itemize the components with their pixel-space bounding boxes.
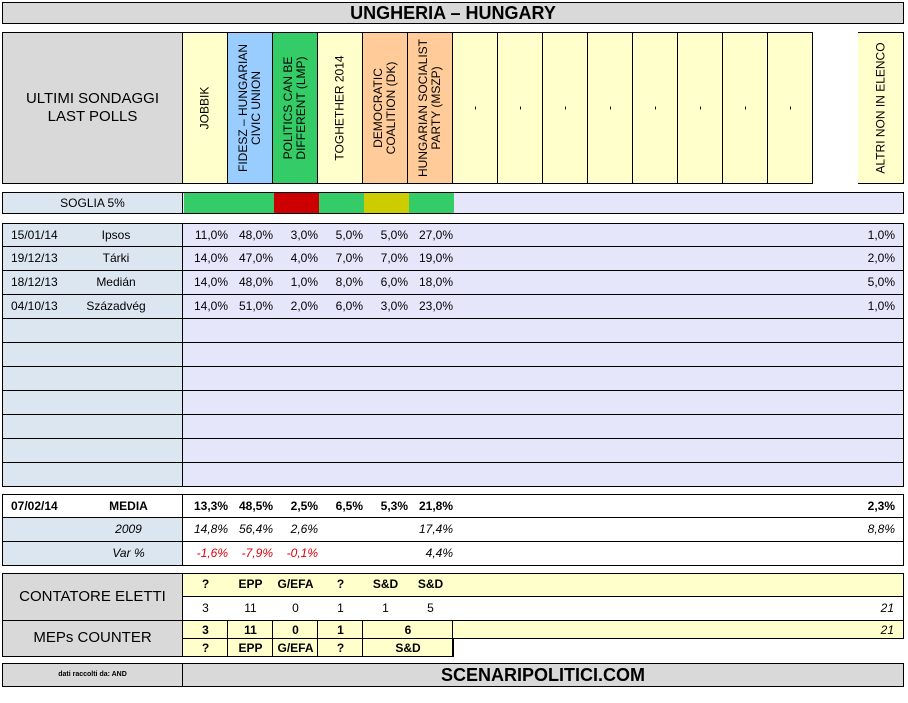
- counter-seats: 1: [382, 601, 389, 615]
- threshold-indicator: [364, 193, 409, 213]
- poll-row-label: [2, 391, 183, 415]
- poll-date: 04/10/13: [11, 299, 58, 313]
- threshold-indicator: [274, 193, 319, 213]
- poll-row-label: [2, 271, 183, 295]
- poll-institute: Tárki: [102, 251, 130, 265]
- poll-institute: Ipsos: [101, 228, 131, 242]
- counter-total: 21: [880, 601, 894, 615]
- party-name-line1: HUNGARIAN SOCIALIST: [416, 38, 430, 178]
- poll-value: 7,0%: [380, 251, 408, 265]
- party-name-line1: POLITICS CAN BE: [281, 56, 295, 160]
- party-name-line1: FIDESZ – HUNGARIAN: [236, 43, 250, 173]
- poll-value: 51,0%: [238, 299, 273, 313]
- summary-value: 2,5%: [290, 499, 318, 513]
- threshold-indicator: [409, 193, 454, 213]
- party-header: [543, 32, 588, 184]
- summary-row: [183, 494, 904, 518]
- party-name-line2: PARTY (MSZP): [429, 66, 443, 150]
- summary-label: Var %: [112, 546, 145, 560]
- party-name-line1: -: [782, 106, 797, 110]
- counter-group: EPP: [238, 577, 263, 591]
- party-header: [408, 32, 453, 184]
- meps-group: G/EFA: [277, 641, 314, 655]
- poll-row: [183, 247, 904, 271]
- summary-other-value: 2,3%: [867, 499, 895, 513]
- poll-value: 4,0%: [290, 251, 318, 265]
- summary-row-label: [2, 518, 183, 542]
- meps-total: 21: [880, 623, 894, 637]
- counter-seats: 11: [244, 601, 257, 615]
- party-header: [318, 32, 363, 184]
- poll-row-label: [2, 415, 183, 439]
- summary-value: 6,5%: [335, 499, 363, 513]
- poll-row-label: [2, 247, 183, 271]
- poll-row-label: [2, 367, 183, 391]
- party-name-line2: DIFFERENT (LMP): [294, 56, 308, 160]
- last-polls-header: [2, 32, 183, 184]
- poll-row-label: [2, 463, 183, 487]
- poll-date: 18/12/13: [11, 275, 58, 289]
- summary-value: 13,3%: [193, 499, 228, 513]
- poll-value: 48,0%: [238, 275, 273, 289]
- poll-value: 7,0%: [335, 251, 363, 265]
- poll-value: 14,0%: [193, 275, 228, 289]
- party-header: [768, 32, 813, 184]
- party-name-line2: CIVIC UNION: [249, 70, 263, 146]
- summary-date: 07/02/14: [11, 499, 58, 513]
- poll-row: [183, 223, 904, 247]
- poll-other-value: 2,0%: [867, 251, 895, 265]
- party-name-line1: JOBBIK: [197, 86, 212, 130]
- poll-row: [183, 319, 904, 343]
- poll-other-value: 1,0%: [867, 228, 895, 242]
- poll-row: [183, 439, 904, 463]
- summary-label: 2009: [115, 522, 142, 536]
- poll-value: 6,0%: [335, 299, 363, 313]
- footer-site: SCENARIPOLITICI.COM: [183, 663, 904, 687]
- counter-seats: 5: [427, 601, 434, 615]
- party-name-line1: -: [647, 106, 662, 110]
- header-line2: LAST POLLS: [47, 108, 138, 125]
- poll-value: 1,0%: [290, 275, 318, 289]
- summary-value: 2,6%: [290, 522, 318, 536]
- party-name-line1: -: [512, 106, 527, 110]
- summary-value: 48,5%: [238, 499, 273, 513]
- party-header: [228, 32, 273, 184]
- party-name-line1: ALTRI NON IN ELENCO: [873, 42, 887, 174]
- counter-seats: 3: [202, 601, 209, 615]
- summary-value: 5,3%: [380, 499, 408, 513]
- poll-value: 2,0%: [290, 299, 318, 313]
- party-name-line1: -: [602, 106, 617, 110]
- threshold-label: SOGLIA 5%: [2, 192, 183, 214]
- party-header: [453, 32, 498, 184]
- poll-value: 3,0%: [290, 228, 318, 242]
- poll-institute: Medián: [96, 275, 136, 289]
- summary-value: -7,9%: [241, 546, 273, 560]
- party-header: [678, 32, 723, 184]
- party-header: [633, 32, 678, 184]
- summary-value: 21,8%: [418, 499, 453, 513]
- party-name-line1: -: [467, 106, 482, 110]
- poll-value: 18,0%: [418, 275, 453, 289]
- counter-group: S&D: [372, 577, 399, 591]
- party-name-line1: DEMOCRATIC: [371, 68, 385, 148]
- counter-seats: 1: [337, 601, 344, 615]
- party-name-line2: COALITION (DK): [384, 61, 398, 155]
- poll-value: 48,0%: [238, 228, 273, 242]
- party-header: [588, 32, 633, 184]
- poll-value: 14,0%: [193, 299, 228, 313]
- threshold-indicator: [184, 193, 229, 213]
- summary-row: [183, 542, 904, 566]
- poll-institute: Századvég: [86, 299, 146, 313]
- party-header: [723, 32, 768, 184]
- party-header: [363, 32, 408, 184]
- summary-value: -0,1%: [286, 546, 318, 560]
- poll-date: 15/01/14: [11, 228, 58, 242]
- threshold-indicator: [229, 193, 274, 213]
- summary-other-value: 8,8%: [867, 522, 895, 536]
- summary-value: 14,8%: [193, 522, 228, 536]
- poll-row: [183, 463, 904, 487]
- poll-value: 11,0%: [194, 228, 228, 242]
- meps-group: ?: [336, 641, 345, 655]
- header-line1: ULTIMI SONDAGGI: [25, 90, 160, 107]
- party-name-line1: TOGHETHER 2014: [332, 55, 347, 161]
- poll-other-value: 1,0%: [867, 299, 895, 313]
- summary-row-label: [2, 542, 183, 566]
- poll-row: [183, 271, 904, 295]
- poll-row: [183, 367, 904, 391]
- party-name-line1: -: [692, 106, 707, 110]
- summary-row-label: [2, 494, 183, 518]
- poll-value: 8,0%: [335, 275, 363, 289]
- poll-value: 27,0%: [418, 228, 453, 242]
- page-title: UNGHERIA – HUNGARY: [2, 2, 904, 24]
- party-header: [183, 32, 228, 184]
- footer-source: dati raccolti da: AND: [2, 663, 183, 687]
- meps-group: S&D: [395, 641, 421, 655]
- poll-row-label: [2, 319, 183, 343]
- summary-value: -1,6%: [196, 546, 228, 560]
- meps-group: EPP: [238, 641, 263, 655]
- party-header: [273, 32, 318, 184]
- party-header: [858, 32, 904, 184]
- poll-value: 6,0%: [380, 275, 408, 289]
- summary-label: MEDIA: [109, 499, 148, 513]
- poll-row: [183, 343, 904, 367]
- summary-row: [183, 518, 904, 542]
- counter-group: ?: [201, 577, 210, 591]
- poll-row-label: [2, 295, 183, 319]
- poll-value: 47,0%: [238, 251, 273, 265]
- poll-row-label: [2, 343, 183, 367]
- party-name-line1: -: [557, 106, 572, 110]
- summary-value: 17,4%: [418, 522, 453, 536]
- counter-group: G/EFA: [277, 577, 314, 591]
- poll-value: 5,0%: [335, 228, 363, 242]
- poll-value: 14,0%: [193, 251, 228, 265]
- elected-counter-label: CONTATORE ELETTI: [2, 573, 183, 621]
- meps-seats: 3: [202, 623, 209, 637]
- threshold-indicator: [319, 193, 364, 213]
- poll-row-label: [2, 439, 183, 463]
- summary-value: 4,4%: [425, 546, 453, 560]
- poll-value: 23,0%: [418, 299, 453, 313]
- meps-group: ?: [201, 641, 210, 655]
- meps-seats: 0: [292, 623, 299, 637]
- poll-value: 3,0%: [380, 299, 408, 313]
- party-header: [498, 32, 543, 184]
- counter-seats: 0: [292, 601, 299, 615]
- meps-seats: 6: [404, 623, 412, 637]
- summary-value: 56,4%: [238, 522, 273, 536]
- poll-value: 5,0%: [380, 228, 408, 242]
- counter-group: S&D: [417, 577, 444, 591]
- poll-other-value: 5,0%: [867, 275, 895, 289]
- meps-seats: 11: [244, 623, 257, 637]
- poll-row: [183, 391, 904, 415]
- poll-date: 19/12/13: [11, 251, 58, 265]
- poll-row-label: [2, 223, 183, 247]
- meps-seats: 1: [337, 623, 344, 637]
- party-name-line1: -: [737, 106, 752, 110]
- poll-value: 19,0%: [418, 251, 453, 265]
- counter-group: ?: [336, 577, 345, 591]
- poll-row: [183, 415, 904, 439]
- poll-row: [183, 295, 904, 319]
- meps-counter-label: MEPs COUNTER: [2, 621, 183, 657]
